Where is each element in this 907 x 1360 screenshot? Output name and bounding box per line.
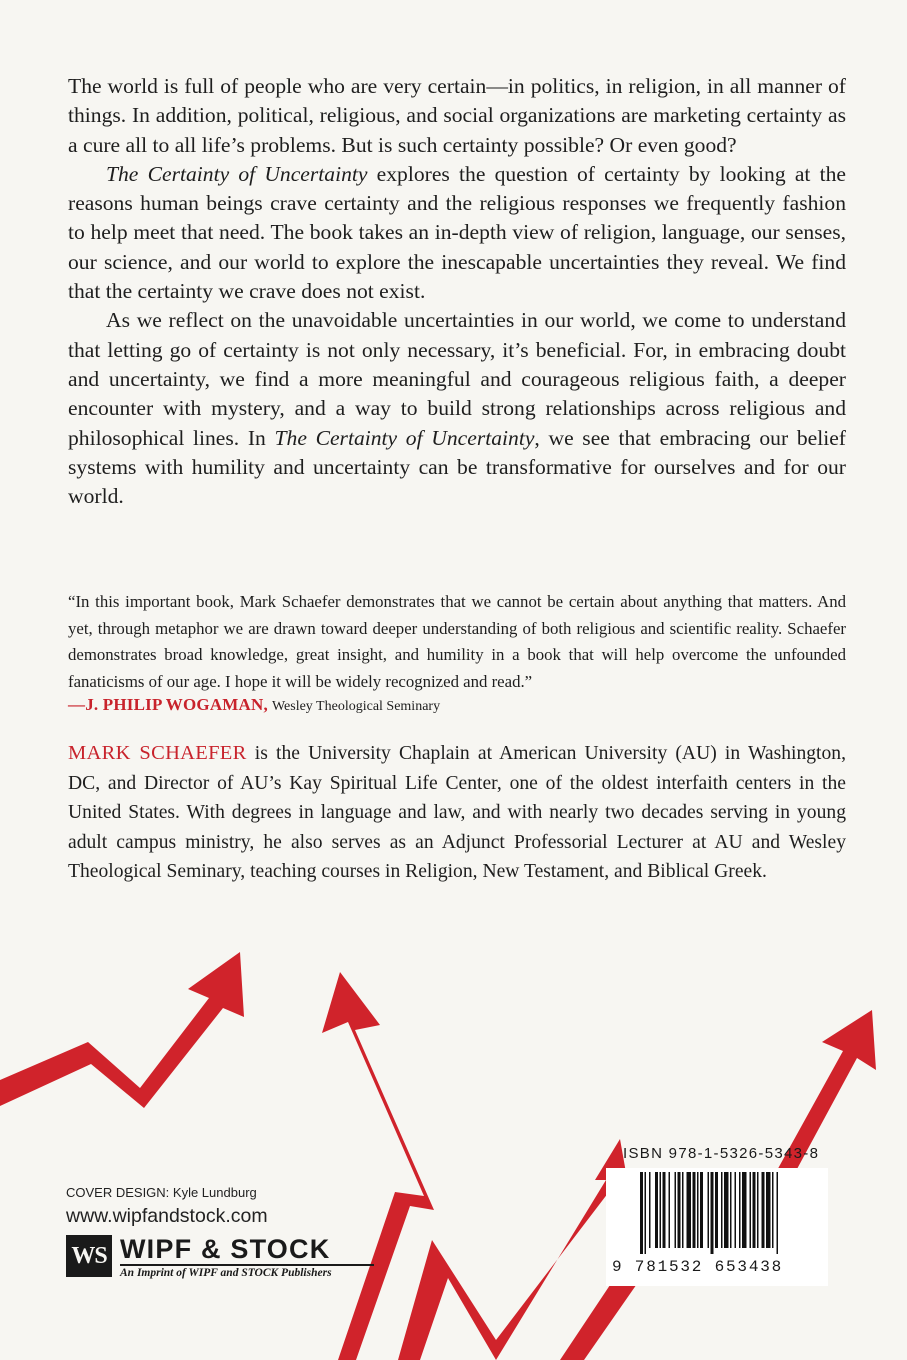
blurb-paragraph-1: The world is full of people who are very certain—in politics, in religion, in all manner of things. In addition, political, religious, and social organizations are marketing certainty as a cure all to all life’s problems. But is such certainty possible? Or even good? (68, 74, 846, 157)
quote-text: “In this important book, Mark Schaefer demonstrates that we cannot be certain about anything that matters. And yet, through metaphor we are drawn toward deeper understanding of both religious and scientific reality. Schaefer demonstrates broad knowledge, great insight, and humility in a book that will help overcome the unfounded fanaticisms of our age. I hope it will be widely recognized and read.” (68, 592, 846, 691)
endorser-name: —J. PHILIP WOGAMAN, (68, 695, 268, 714)
arrow-left (0, 952, 244, 1108)
blurb-paragraph-3-end: , we see that embracing our belief systems with humility and uncertainty can be transformative for ourselves and for our world. (68, 425, 846, 509)
endorsement-attribution (68, 694, 440, 718)
publisher-logo-block (66, 1235, 386, 1285)
bio-text: is the University Chaplain at American University (AU) in Washington, DC, and Director of AU’s Kay Spiritual Life Center, one of the oldest interfaith centers in the United States. With degrees in language and law, and with nearly two decades serving in young adult campus ministry, he also serves as an Adjunct Professorial Lecturer at AU and Wesley Theological Seminary, teaching courses in Religion, New Testament, and Biblical Greek. (68, 743, 846, 883)
publisher-website[interactable]: www.wipfandstock.com (66, 1205, 268, 1227)
endorser-affiliation: Wesley Theological Seminary (271, 699, 441, 714)
cover-design-credit: COVER DESIGN: Kyle Lundburg (66, 1185, 257, 1200)
publisher-name: WIPF & STOCK (120, 1234, 331, 1264)
endorsement-quote (68, 589, 846, 695)
book-title-italic: The Certainty of Uncertainty (274, 425, 535, 450)
description-blurb (68, 72, 846, 511)
ws-logo-icon: WS (66, 1235, 112, 1277)
publisher-divider (120, 1264, 374, 1266)
blurb-paragraph-2-text: explores the question of certainty by looking at the reasons human beings crave certainty and the religious responses we frequently fashion to help meet that need. The book takes an in-depth view of religion, language, our senses, our science, and our world to explore the inescapable uncertainties they reveal. We find that the certainty we crave does not exist. (68, 161, 847, 304)
barcode (606, 1168, 828, 1286)
barcode-bars-icon (640, 1172, 820, 1254)
blurb-paragraph-2 (68, 160, 846, 306)
barcode-digits: 9 781532 653438 (612, 1258, 784, 1276)
publisher-tagline: An Imprint of WIPF and STOCK Publishers (120, 1267, 332, 1279)
blurb-paragraph-3-start: As we reflect on the unavoidable uncertainties in our world, we come to understand that letting go of certainty is not only necessary, it’s beneficial. For, in embracing doubt and uncertainty, we find a more meaningful and courageous religious faith, a deeper encounter with mystery, and a way to build strong relationships across religious and philosophical lines. In (68, 308, 846, 450)
isbn-label: ISBN 978-1-5326-5343-8 (623, 1145, 820, 1162)
book-title-italic: The Certainty of Uncertainty (106, 161, 368, 186)
blurb-paragraph-3 (68, 306, 846, 511)
bio-paragraph (68, 739, 846, 887)
author-bio (68, 739, 846, 887)
credits (66, 1185, 268, 1228)
author-name: MARK SCHAEFER (68, 742, 247, 764)
